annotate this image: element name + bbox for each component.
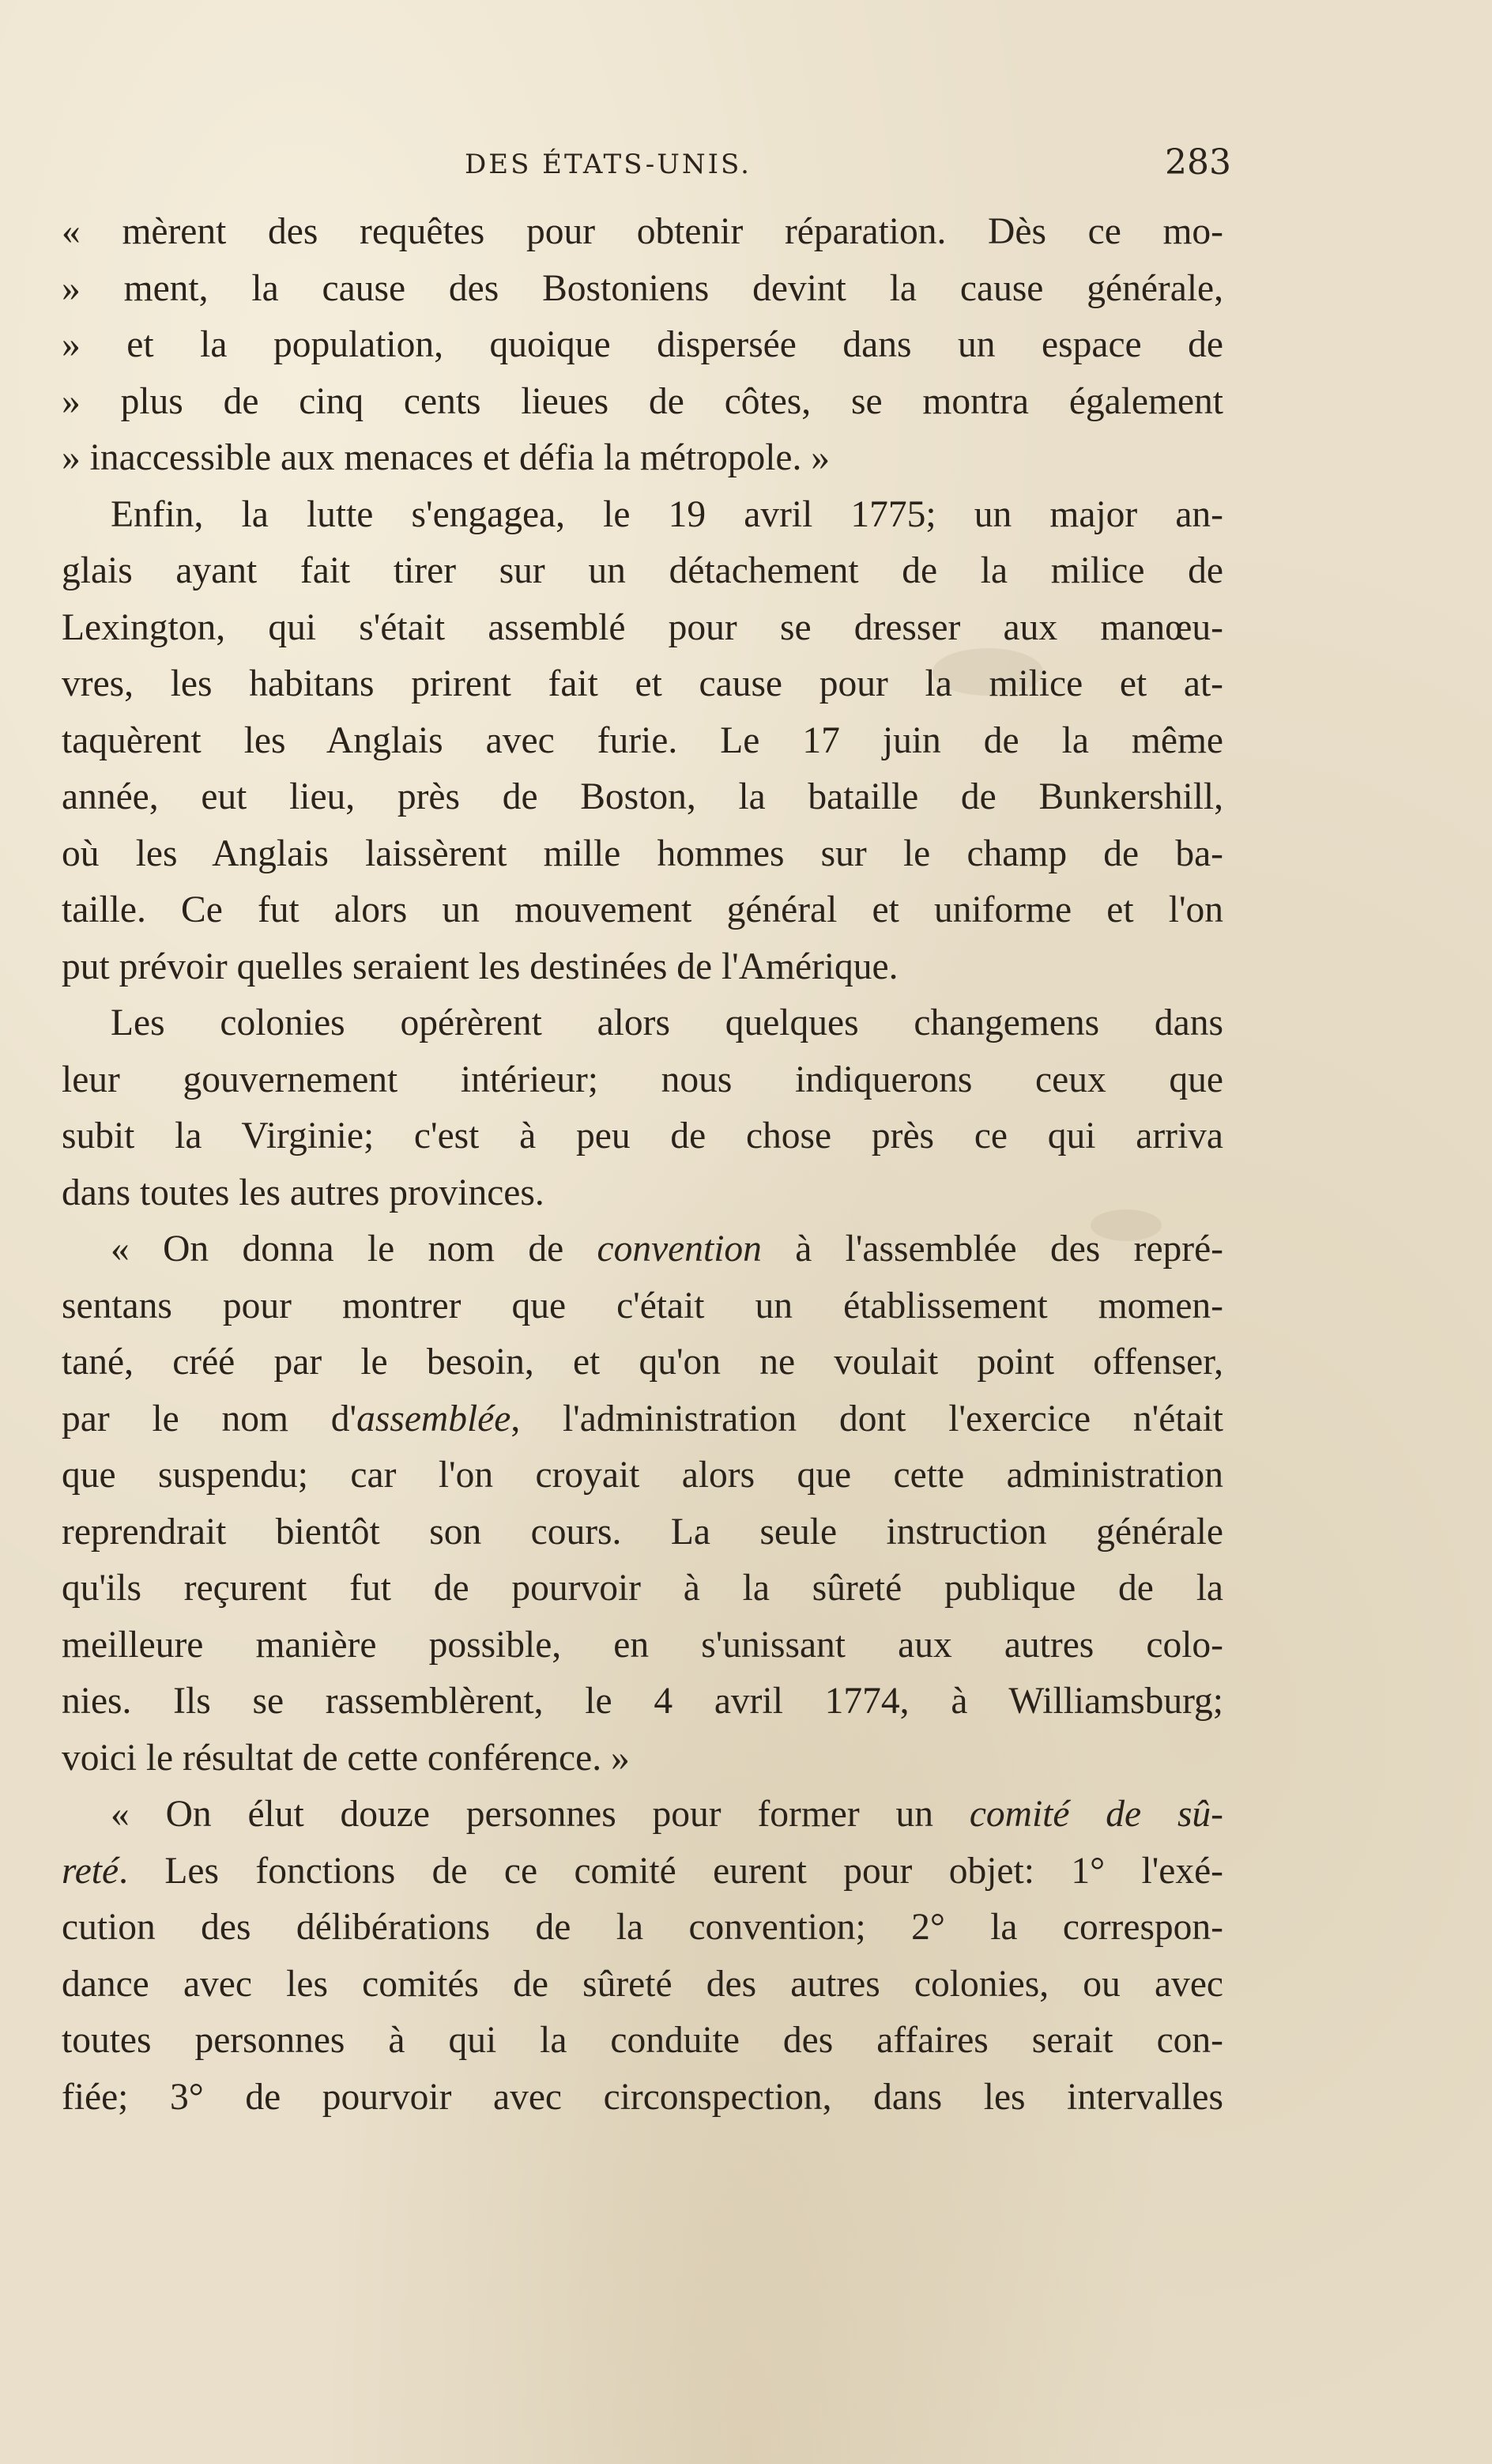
- text-line: vres, les habitans prirent fait et cause pour la milice et at-: [62, 663, 1223, 704]
- text-line: [62, 1843, 1223, 1900]
- text-line: [62, 1787, 1223, 1843]
- text-line: [62, 1391, 1223, 1448]
- page-number: 283: [1165, 142, 1231, 183]
- page-header: [62, 142, 1231, 198]
- text-line: » et la population, quoique dispersée dans un espace de: [62, 324, 1223, 365]
- text-line: Enfin, la lutte s'engagea, le 19 avril 1775; un major an-: [111, 493, 1223, 535]
- text-line: tané, créé par le besoin, et qu'on ne voulait point offenser,: [62, 1341, 1223, 1383]
- text-line: » inaccessible aux menaces et défia la métropole. »: [62, 437, 831, 478]
- text-line: nies. Ils se rassemblèrent, le 4 avril 1774, à Williamsburg;: [62, 1681, 1223, 1722]
- text-line: » plus de cinq cents lieues de côtes, se montra également: [62, 380, 1223, 422]
- text-line: fiée; 3° de pourvoir avec circonspection, dans les intervalles: [62, 2076, 1223, 2118]
- text-line: toutes personnes à qui la conduite des affaires serait con-: [62, 2020, 1223, 2061]
- text-line: dance avec les comités de sûreté des autres colonies, ou avec: [62, 1963, 1223, 2005]
- italic-term: comité de sû-: [969, 1794, 1224, 1835]
- text-segment: , l'administration dont l'exercice n'était: [511, 1398, 1223, 1440]
- text-line: Les colonies opérèrent alors quelques changemens dans: [111, 1002, 1223, 1043]
- text-line: » ment, la cause des Bostoniens devint la cause générale,: [62, 267, 1223, 309]
- running-title: DES ÉTATS-UNIS.: [465, 149, 752, 180]
- text-line: cution des délibérations de la convention; 2° la correspon-: [62, 1907, 1223, 1948]
- text-segment: « On donna le nom de: [111, 1228, 597, 1270]
- text-segment: . Les fonctions de ce comité eurent pour objet: 1° l'exé-: [119, 1850, 1223, 1892]
- text-line: « mèrent des requêtes pour obtenir réparation. Dès ce mo-: [62, 211, 1223, 252]
- text-line: put prévoir quelles seraient les destinées de l'Amérique.: [62, 945, 899, 987]
- text-segment: « On élut douze personnes pour former un: [111, 1794, 970, 1835]
- text-line: taquèrent les Anglais avec furie. Le 17 juin de la même: [62, 719, 1223, 761]
- text-line: Lexington, qui s'était assemblé pour se dresser aux manœu-: [62, 606, 1223, 648]
- text-line: que suspendu; car l'on croyait alors que cette administration: [62, 1455, 1223, 1496]
- text-line: [62, 1221, 1223, 1278]
- text-line: meilleure manière possible, en s'unissant aux autres colo-: [62, 1624, 1223, 1666]
- italic-term: assemblée: [356, 1398, 511, 1440]
- text-line: sentans pour montrer que c'était un établissement momen-: [62, 1285, 1223, 1326]
- text-line: dans toutes les autres provinces.: [62, 1172, 544, 1213]
- text-line: voici le résultat de cette conférence. »: [62, 1737, 630, 1779]
- text-line: leur gouvernement intérieur; nous indiquerons ceux que: [62, 1058, 1223, 1100]
- text-line: où les Anglais laissèrent mille hommes sur le champ de ba-: [62, 832, 1223, 874]
- text-segment: par le nom d': [62, 1398, 357, 1440]
- text-line: subit la Virginie; c'est à peu de chose près ce qui arriva: [62, 1115, 1223, 1157]
- text-line: reprendrait bientôt son cours. La seule instruction générale: [62, 1511, 1223, 1553]
- text-line: glais ayant fait tirer sur un détachement de la milice de: [62, 550, 1223, 591]
- italic-term: convention: [597, 1228, 762, 1270]
- text-line: année, eut lieu, près de Boston, la bataille de Bunkershill,: [62, 776, 1223, 817]
- text-line: taille. Ce fut alors un mouvement général et uniforme et l'on: [62, 889, 1223, 930]
- text-segment: à l'assemblée des repré-: [761, 1228, 1223, 1270]
- italic-term: reté: [62, 1850, 119, 1892]
- body-text: [62, 204, 1223, 2126]
- text-line: qu'ils reçurent fut de pourvoir à la sûreté publique de la: [62, 1568, 1223, 1609]
